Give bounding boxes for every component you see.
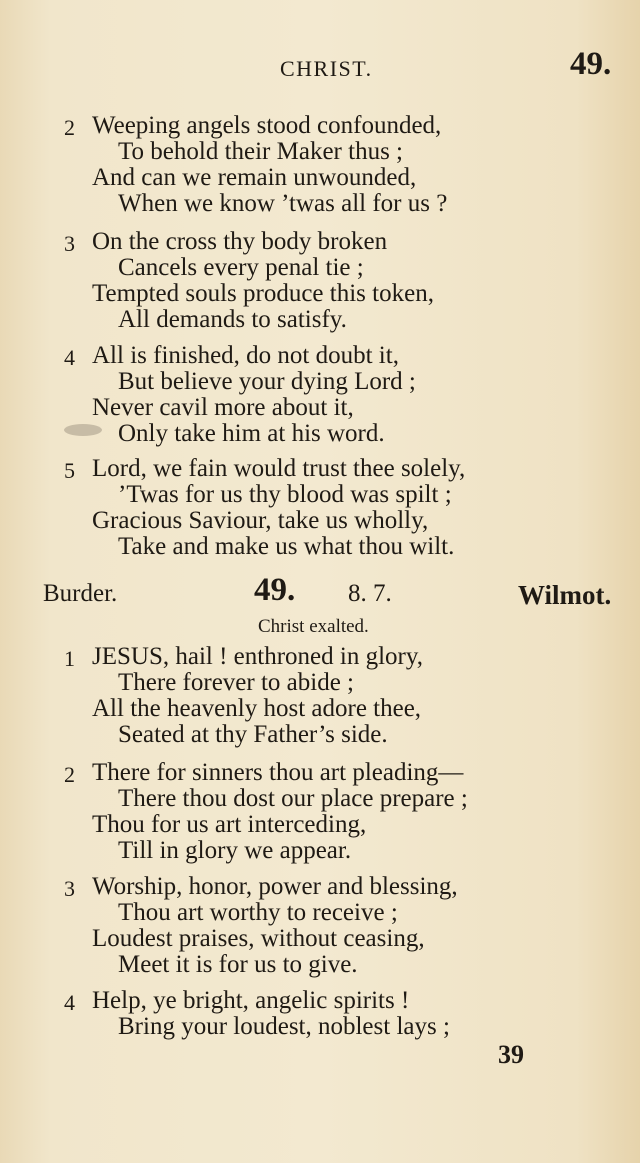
verse-number: 1 [64,646,75,671]
verse-line: All the heavenly host adore thee, [92,695,422,722]
tune-name: Wilmot. [518,580,612,610]
hymn-heading [0,574,640,614]
verse-number: 2 [64,115,75,140]
verse-line: Cancels every penal tie ; [118,254,364,281]
verse-number: 4 [64,990,75,1015]
verse-line: There thou dost our place prepare ; [118,785,468,812]
verse-line: JESUS, hail ! enthroned in glory, [92,643,423,670]
verse-line: Meet it is for us to give. [118,951,358,978]
composer-name: Burder. [43,580,118,607]
page-number-top: 49. [570,46,612,82]
verse-line: Thou art worthy to receive ; [118,899,398,926]
verse-number: 3 [64,876,75,901]
verse-number: 4 [64,345,75,370]
ink-smudge [64,424,102,436]
verse-line: Bring your loudest, noblest lays ; [118,1013,450,1040]
verse-line: All is finished, do not doubt it, [92,342,399,369]
running-head [0,46,640,92]
verse-line: There for sinners thou art pleading— [92,759,464,786]
verse-line: Help, ye bright, angelic spirits ! [92,987,410,1014]
verse-line: All demands to satisfy. [118,306,347,333]
verse-line: To behold their Maker thus ; [118,138,403,165]
verse-line: On the cross thy body broken [92,228,388,255]
page-number-bottom: 39 [498,1040,524,1069]
verse-line: Thou for us art interceding, [92,811,367,838]
verse-number: 2 [64,762,75,787]
verse-number: 3 [64,231,75,256]
verse-line: Tempted souls produce this token, [92,280,434,307]
verse-line: Never cavil more about it, [92,394,354,421]
verse-line: Till in glory we appear. [118,837,352,864]
hymn-meter: 8. 7. [348,580,392,607]
verse-line: Only take him at his word. [118,420,385,447]
verse-line: And can we remain unwounded, [92,164,417,191]
verse-line: Weeping angels stood confounded, [92,112,442,139]
verse-line: Loudest praises, without ceasing, [92,925,425,952]
verse-line: Worship, honor, power and blessing, [92,873,458,900]
verse-number: 5 [64,458,75,483]
verse-line: When we know ’twas all for us ? [118,190,448,217]
verse-line: ’Twas for us thy blood was spilt ; [118,481,452,508]
verse-line: Gracious Saviour, take us wholly, [92,507,429,534]
verse-line: But believe your dying Lord ; [118,368,416,395]
verse-line: Seated at thy Father’s side. [118,721,388,748]
verse-line: Take and make us what thou wilt. [118,533,455,560]
verse-line: Lord, we fain would trust thee solely, [92,455,466,482]
hymn-subtitle: Christ exalted. [258,616,369,637]
running-title: CHRIST. [280,56,373,81]
verse-line: There forever to abide ; [118,669,354,696]
hymn-number: 49. [254,572,296,608]
